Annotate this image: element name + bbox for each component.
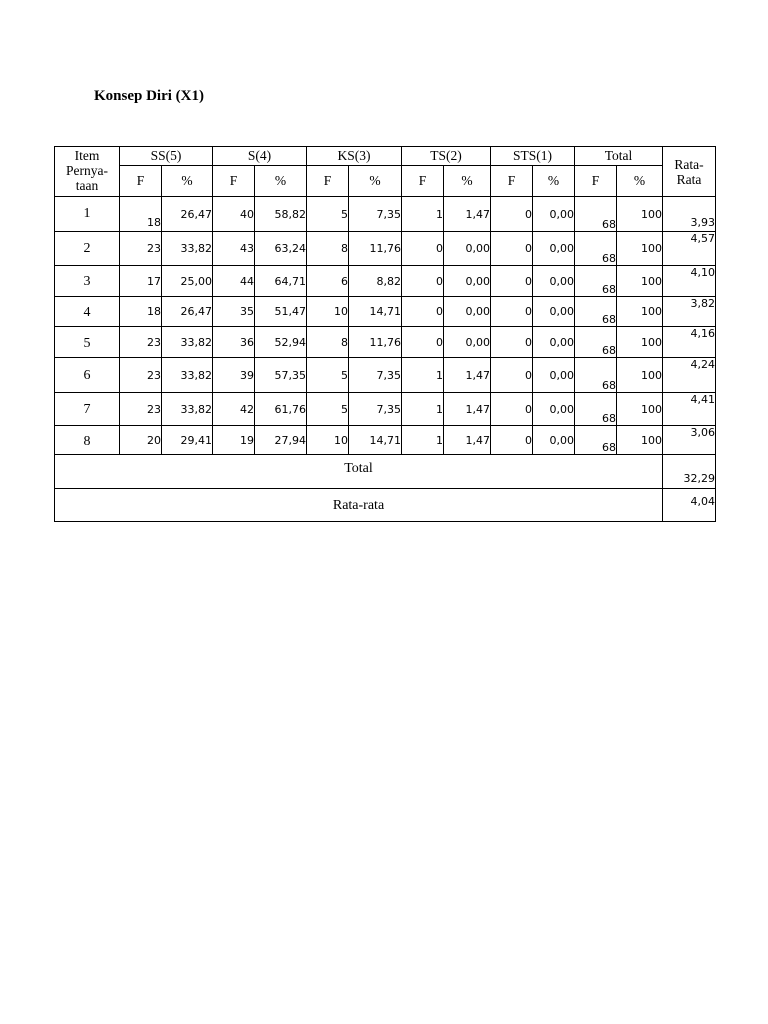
footer-average-value: 4,04: [663, 489, 716, 522]
cell-ss-pct: 33,82: [162, 393, 213, 426]
cell-ss-pct: 26,47: [162, 297, 213, 327]
footer-average-row: [55, 489, 716, 522]
cell-sts-f: 0: [491, 297, 533, 327]
cell-s-f: 44: [213, 266, 255, 297]
cell-total-pct: 100: [617, 232, 663, 266]
header-item-line: Item: [74, 148, 100, 163]
table-row: [55, 232, 716, 266]
footer-total-value: 32,29: [663, 455, 716, 489]
cell-item: 3: [55, 266, 120, 297]
cell-total-pct: 100: [617, 327, 663, 358]
header-sub-f: F: [575, 166, 617, 197]
cell-ts-f: 0: [402, 327, 444, 358]
cell-ks-f: 5: [307, 197, 349, 232]
cell-s-pct: 27,94: [255, 426, 307, 455]
cell-ts-pct: 1,47: [444, 426, 491, 455]
cell-total-pct: 100: [617, 393, 663, 426]
cell-ks-pct: 7,35: [349, 197, 402, 232]
cell-ss-f: 18: [120, 297, 162, 327]
cell-item: 6: [55, 358, 120, 393]
cell-s-f: 42: [213, 393, 255, 426]
header-sub-percent: %: [533, 166, 575, 197]
cell-ks-f: 5: [307, 358, 349, 393]
cell-ks-pct: 11,76: [349, 232, 402, 266]
footer-average-label: Rata-rata: [55, 489, 663, 522]
cell-ks-f: 6: [307, 266, 349, 297]
cell-s-pct: 52,94: [255, 327, 307, 358]
table-row: [55, 266, 716, 297]
cell-total-f: 68: [575, 358, 617, 393]
cell-sts-pct: 0,00: [533, 232, 575, 266]
cell-total-f: 68: [575, 232, 617, 266]
cell-s-pct: 51,47: [255, 297, 307, 327]
footer-total-label: Total: [55, 455, 663, 489]
header-sub-f: F: [120, 166, 162, 197]
cell-sts-pct: 0,00: [533, 426, 575, 455]
cell-item: 5: [55, 327, 120, 358]
cell-total-f: 68: [575, 297, 617, 327]
cell-rata-rata: 4,24: [663, 358, 716, 393]
cell-sts-pct: 0,00: [533, 266, 575, 297]
cell-ks-f: 8: [307, 327, 349, 358]
cell-total-pct: 100: [617, 197, 663, 232]
header-rata-line: Rata: [676, 171, 702, 187]
cell-total-f: 68: [575, 197, 617, 232]
table-row: [55, 197, 716, 232]
cell-ts-pct: 0,00: [444, 297, 491, 327]
cell-sts-f: 0: [491, 197, 533, 232]
cell-s-f: 40: [213, 197, 255, 232]
cell-ts-pct: 1,47: [444, 358, 491, 393]
cell-ts-f: 1: [402, 358, 444, 393]
cell-sts-f: 0: [491, 426, 533, 455]
cell-item: 4: [55, 297, 120, 327]
cell-ss-f: 23: [120, 358, 162, 393]
header-rata-rata: [663, 147, 716, 197]
header-sub-percent: %: [444, 166, 491, 197]
cell-rata-rata: 4,41: [663, 393, 716, 426]
table-row: [55, 426, 716, 455]
cell-item: 8: [55, 426, 120, 455]
header-row-groups: [55, 147, 716, 166]
cell-ts-pct: 0,00: [444, 232, 491, 266]
cell-rata-rata: 3,82: [663, 297, 716, 327]
cell-ts-pct: 1,47: [444, 197, 491, 232]
cell-total-pct: 100: [617, 266, 663, 297]
cell-ss-pct: 25,00: [162, 266, 213, 297]
table-row: [55, 327, 716, 358]
cell-ks-f: 5: [307, 393, 349, 426]
cell-sts-pct: 0,00: [533, 358, 575, 393]
cell-rata-rata: 3,93: [663, 197, 716, 232]
cell-sts-pct: 0,00: [533, 327, 575, 358]
header-group-sts: STS(1): [491, 147, 575, 166]
cell-sts-f: 0: [491, 266, 533, 297]
header-sub-percent: %: [349, 166, 402, 197]
cell-total-pct: 100: [617, 297, 663, 327]
cell-ks-f: 10: [307, 297, 349, 327]
cell-ks-f: 8: [307, 232, 349, 266]
cell-ss-f: 23: [120, 327, 162, 358]
cell-ss-f: 23: [120, 232, 162, 266]
header-group-ss: SS(5): [120, 147, 213, 166]
header-row-sub: [55, 166, 716, 197]
header-item: [55, 147, 120, 197]
cell-rata-rata: 4,16: [663, 327, 716, 358]
header-sub-percent: %: [162, 166, 213, 197]
header-sub-f: F: [213, 166, 255, 197]
page-title: Konsep Diri (X1): [94, 88, 204, 104]
cell-ts-f: 0: [402, 232, 444, 266]
cell-sts-f: 0: [491, 358, 533, 393]
cell-ks-pct: 7,35: [349, 393, 402, 426]
cell-s-pct: 61,76: [255, 393, 307, 426]
cell-ts-pct: 0,00: [444, 327, 491, 358]
cell-item: 2: [55, 232, 120, 266]
cell-sts-pct: 0,00: [533, 197, 575, 232]
cell-s-f: 36: [213, 327, 255, 358]
header-sub-f: F: [402, 166, 444, 197]
cell-ss-pct: 33,82: [162, 327, 213, 358]
questionnaire-table: [54, 146, 716, 522]
cell-total-f: 68: [575, 393, 617, 426]
header-group-ks: KS(3): [307, 147, 402, 166]
cell-ss-pct: 29,41: [162, 426, 213, 455]
cell-rata-rata: 4,57: [663, 232, 716, 266]
cell-ts-f: 1: [402, 393, 444, 426]
cell-total-pct: 100: [617, 358, 663, 393]
cell-ks-pct: 14,71: [349, 426, 402, 455]
header-sub-f: F: [307, 166, 349, 197]
footer-total-row: [55, 455, 716, 489]
cell-s-f: 43: [213, 232, 255, 266]
header-group-ts: TS(2): [402, 147, 491, 166]
cell-ts-pct: 1,47: [444, 393, 491, 426]
cell-ss-f: 23: [120, 393, 162, 426]
cell-ss-f: 20: [120, 426, 162, 455]
cell-ss-f: 17: [120, 266, 162, 297]
cell-ts-f: 1: [402, 426, 444, 455]
header-sub-percent: %: [617, 166, 663, 197]
cell-ks-f: 10: [307, 426, 349, 455]
cell-s-f: 19: [213, 426, 255, 455]
cell-s-pct: 63,24: [255, 232, 307, 266]
cell-s-pct: 57,35: [255, 358, 307, 393]
cell-ks-pct: 14,71: [349, 297, 402, 327]
cell-sts-pct: 0,00: [533, 393, 575, 426]
cell-ts-f: 0: [402, 266, 444, 297]
cell-total-f: 68: [575, 266, 617, 297]
cell-ss-pct: 33,82: [162, 358, 213, 393]
header-sub-f: F: [491, 166, 533, 197]
cell-total-pct: 100: [617, 426, 663, 455]
header-group-total: Total: [575, 147, 663, 166]
header-item-line: taan: [75, 178, 99, 193]
cell-ts-pct: 0,00: [444, 266, 491, 297]
cell-total-f: 68: [575, 327, 617, 358]
cell-item: 1: [55, 197, 120, 232]
cell-rata-rata: 4,10: [663, 266, 716, 297]
cell-item: 7: [55, 393, 120, 426]
header-item-line: Pernya-: [66, 163, 108, 178]
cell-ks-pct: 7,35: [349, 358, 402, 393]
cell-s-pct: 64,71: [255, 266, 307, 297]
header-sub-percent: %: [255, 166, 307, 197]
header-rata-line: Rata-: [674, 156, 704, 172]
cell-ss-pct: 26,47: [162, 197, 213, 232]
table-row: [55, 297, 716, 327]
cell-sts-f: 0: [491, 327, 533, 358]
cell-total-f: 68: [575, 426, 617, 455]
cell-sts-f: 0: [491, 232, 533, 266]
cell-ks-pct: 8,82: [349, 266, 402, 297]
cell-ks-pct: 11,76: [349, 327, 402, 358]
cell-s-pct: 58,82: [255, 197, 307, 232]
cell-sts-f: 0: [491, 393, 533, 426]
cell-ss-pct: 33,82: [162, 232, 213, 266]
cell-sts-pct: 0,00: [533, 297, 575, 327]
cell-rata-rata: 3,06: [663, 426, 716, 455]
cell-s-f: 39: [213, 358, 255, 393]
cell-ss-f: 18: [120, 197, 162, 232]
cell-ts-f: 0: [402, 297, 444, 327]
table-row: [55, 358, 716, 393]
table-row: [55, 393, 716, 426]
cell-ts-f: 1: [402, 197, 444, 232]
cell-s-f: 35: [213, 297, 255, 327]
header-group-s: S(4): [213, 147, 307, 166]
